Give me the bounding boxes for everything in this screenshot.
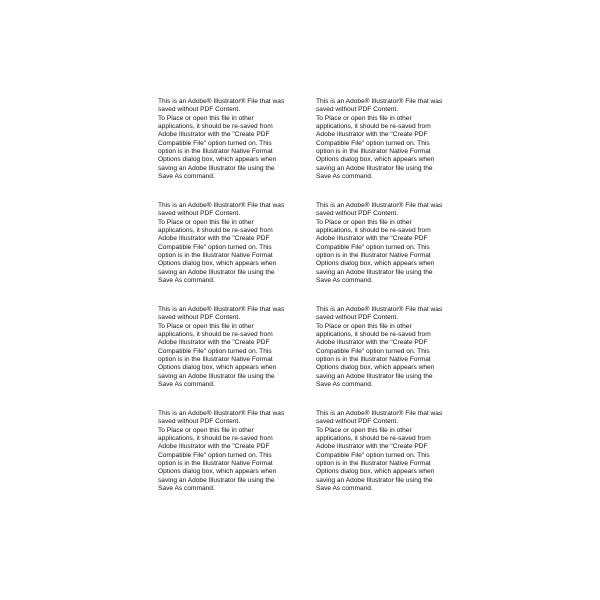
notice-line: Save As command.: [316, 173, 373, 181]
notice-block: [316, 202, 456, 288]
notice-line: Options dialog box, which appears when: [158, 364, 277, 372]
notice-line: Compatible File" option turned on. This: [316, 347, 430, 355]
notice-line: To Place or open this file in other: [316, 426, 412, 434]
notice-line: applications, it should be re-saved from: [158, 123, 273, 131]
notice-line: option is in the Illustrator Native Format: [316, 460, 431, 468]
notice-line: This is an Adobe® Illustrator® File that was: [316, 410, 443, 417]
notice-line: This is an Adobe® Illustrator® File that was: [158, 98, 285, 105]
notice-line: Save As command.: [316, 485, 373, 493]
notice-line: Adobe Illustrator with the "Create PDF: [316, 339, 428, 347]
notice-line: Options dialog box, which appears when: [316, 468, 435, 476]
notice-line: Options dialog box, which appears when: [316, 364, 435, 372]
notice-line: Adobe Illustrator with the "Create PDF: [158, 131, 270, 139]
notice-line: This is an Adobe® Illustrator® File that was: [316, 306, 443, 313]
notice-block: [316, 410, 456, 496]
notice-line: Adobe Illustrator with the "Create PDF: [316, 235, 428, 243]
notice-line: saved without PDF Content.: [158, 210, 241, 218]
notice-line: saving an Adobe Illustrator file using the: [158, 372, 275, 380]
notice-line: Compatible File" option turned on. This: [316, 139, 430, 147]
notice-line: option is in the Illustrator Native Format: [316, 356, 431, 364]
notice-line: Adobe Illustrator with the "Create PDF: [158, 443, 270, 451]
notice-line: This is an Adobe® Illustrator® File that was: [158, 410, 285, 417]
notice-line: To Place or open this file in other: [158, 322, 254, 330]
notice-line: To Place or open this file in other: [158, 218, 254, 226]
notice-line: This is an Adobe® Illustrator® File that was: [316, 202, 443, 209]
notice-line: saving an Adobe Illustrator file using the: [158, 476, 275, 484]
notice-line: Save As command.: [316, 381, 373, 389]
notice-line: saved without PDF Content.: [158, 418, 241, 426]
notice-grid: [158, 98, 458, 496]
notice-block: [158, 202, 298, 288]
notice-line: applications, it should be re-saved from: [316, 435, 431, 443]
notice-line: To Place or open this file in other: [158, 426, 254, 434]
notice-line: saved without PDF Content.: [316, 314, 399, 322]
notice-block: [316, 98, 456, 184]
notice-line: Save As command.: [158, 381, 215, 389]
notice-line: Options dialog box, which appears when: [158, 468, 277, 476]
notice-line: Save As command.: [316, 277, 373, 285]
notice-line: Save As command.: [158, 173, 215, 181]
notice-line: applications, it should be re-saved from: [158, 331, 273, 339]
notice-line: Options dialog box, which appears when: [316, 260, 435, 268]
notice-line: option is in the Illustrator Native Format: [158, 148, 273, 156]
notice-block: [316, 306, 456, 392]
notice-line: This is an Adobe® Illustrator® File that was: [158, 202, 285, 209]
notice-line: applications, it should be re-saved from: [158, 435, 273, 443]
notice-block: [158, 410, 298, 496]
notice-line: To Place or open this file in other: [316, 114, 412, 122]
notice-line: option is in the Illustrator Native Format: [158, 356, 273, 364]
notice-line: Adobe Illustrator with the "Create PDF: [316, 443, 428, 451]
notice-line: Compatible File" option turned on. This: [158, 451, 272, 459]
notice-line: Compatible File" option turned on. This: [158, 139, 272, 147]
notice-line: saved without PDF Content.: [316, 418, 399, 426]
notice-line: saving an Adobe Illustrator file using the: [158, 164, 275, 172]
notice-line: saved without PDF Content.: [316, 210, 399, 218]
notice-line: applications, it should be re-saved from: [158, 227, 273, 235]
notice-line: Compatible File" option turned on. This: [316, 243, 430, 251]
notice-line: option is in the Illustrator Native Format: [316, 252, 431, 260]
notice-line: To Place or open this file in other: [316, 218, 412, 226]
notice-line: Options dialog box, which appears when: [158, 260, 277, 268]
notice-line: saving an Adobe Illustrator file using the: [316, 372, 433, 380]
notice-line: Compatible File" option turned on. This: [316, 451, 430, 459]
notice-line: saving an Adobe Illustrator file using the: [316, 164, 433, 172]
notice-line: Options dialog box, which appears when: [158, 156, 277, 164]
notice-line: option is in the Illustrator Native Format: [316, 148, 431, 156]
notice-line: applications, it should be re-saved from: [316, 331, 431, 339]
notice-line: This is an Adobe® Illustrator® File that was: [158, 306, 285, 313]
notice-line: Adobe Illustrator with the "Create PDF: [316, 131, 428, 139]
notice-line: saving an Adobe Illustrator file using the: [316, 476, 433, 484]
notice-line: Options dialog box, which appears when: [316, 156, 435, 164]
notice-block: [158, 306, 298, 392]
notice-line: Save As command.: [158, 277, 215, 285]
notice-line: option is in the Illustrator Native Format: [158, 460, 273, 468]
notice-line: saving an Adobe Illustrator file using the: [158, 268, 275, 276]
notice-line: Compatible File" option turned on. This: [158, 243, 272, 251]
notice-line: Compatible File" option turned on. This: [158, 347, 272, 355]
notice-line: saved without PDF Content.: [316, 106, 399, 114]
notice-line: applications, it should be re-saved from: [316, 227, 431, 235]
notice-line: To Place or open this file in other: [158, 114, 254, 122]
notice-line: applications, it should be re-saved from: [316, 123, 431, 131]
notice-line: This is an Adobe® Illustrator® File that was: [316, 98, 443, 105]
notice-block: [158, 98, 298, 184]
notice-line: Adobe Illustrator with the "Create PDF: [158, 339, 270, 347]
notice-line: Save As command.: [158, 485, 215, 493]
notice-line: saved without PDF Content.: [158, 314, 241, 322]
notice-line: Adobe Illustrator with the "Create PDF: [158, 235, 270, 243]
notice-line: option is in the Illustrator Native Format: [158, 252, 273, 260]
notice-line: saved without PDF Content.: [158, 106, 241, 114]
notice-line: saving an Adobe Illustrator file using the: [316, 268, 433, 276]
notice-line: To Place or open this file in other: [316, 322, 412, 330]
